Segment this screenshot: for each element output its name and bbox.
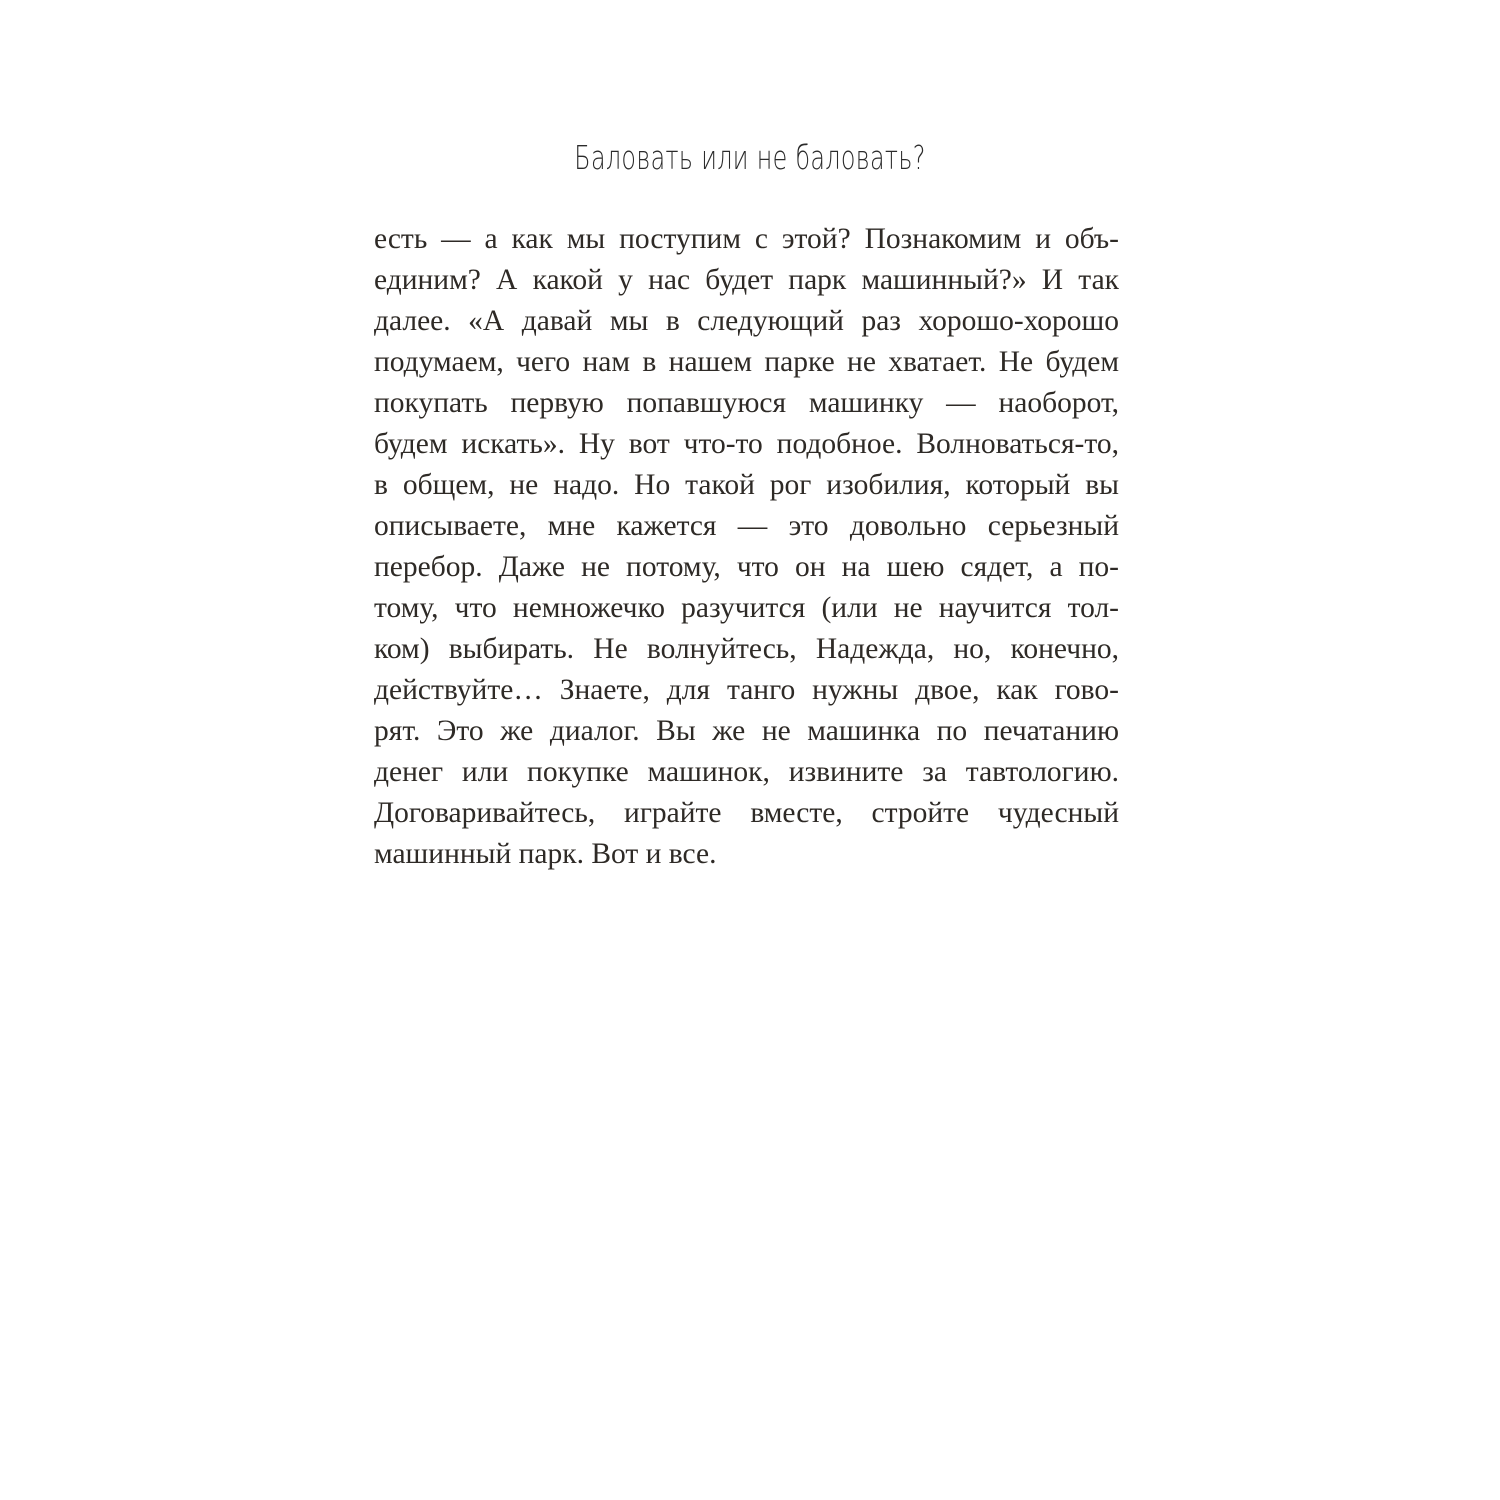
text-line-last: машинный парк. Вот и все. [374, 838, 717, 870]
text-line: тому, что немножечко разучится (или не научится тол- [374, 592, 1119, 624]
text-line: Договаривайтесь, играйте вместе, стройте чудесный [374, 797, 1119, 829]
text-line: подумаем, чего нам в нашем парке не хватает. Не будем [374, 346, 1119, 378]
text-line: описываете, мне кажется — это довольно серьезный [374, 510, 1119, 542]
text-line: будем искать». Ну вот что-то подобное. Волноваться-то, [374, 428, 1119, 460]
text-line: покупать первую попавшуюся машинку — наоборот, [374, 387, 1119, 419]
text-line: перебор. Даже не потому, что он на шею сядет, а по- [374, 551, 1119, 583]
text-line: единим? А какой у нас будет парк машинный?» И так [374, 264, 1119, 296]
text-line: далее. «А давай мы в следующий раз хорошо-хорошо [374, 305, 1119, 337]
text-line: ком) выбирать. Не волнуйтесь, Надежда, но, конечно, [374, 633, 1119, 665]
text-line: действуйте… Знаете, для танго нужны двое, как гово- [374, 674, 1119, 706]
body-text [374, 219, 1119, 875]
text-line: в общем, не надо. Но такой рог изобилия, который вы [374, 469, 1119, 501]
text-line: денег или покупке машинок, извините за тавтологию. [374, 756, 1119, 788]
text-line: есть — а как мы поступим с этой? Познакомим и объ- [374, 223, 1119, 255]
running-head-title: Баловать или не баловать? [574, 138, 926, 177]
text-line: рят. Это же диалог. Вы же не машинка по печатанию [374, 715, 1119, 747]
